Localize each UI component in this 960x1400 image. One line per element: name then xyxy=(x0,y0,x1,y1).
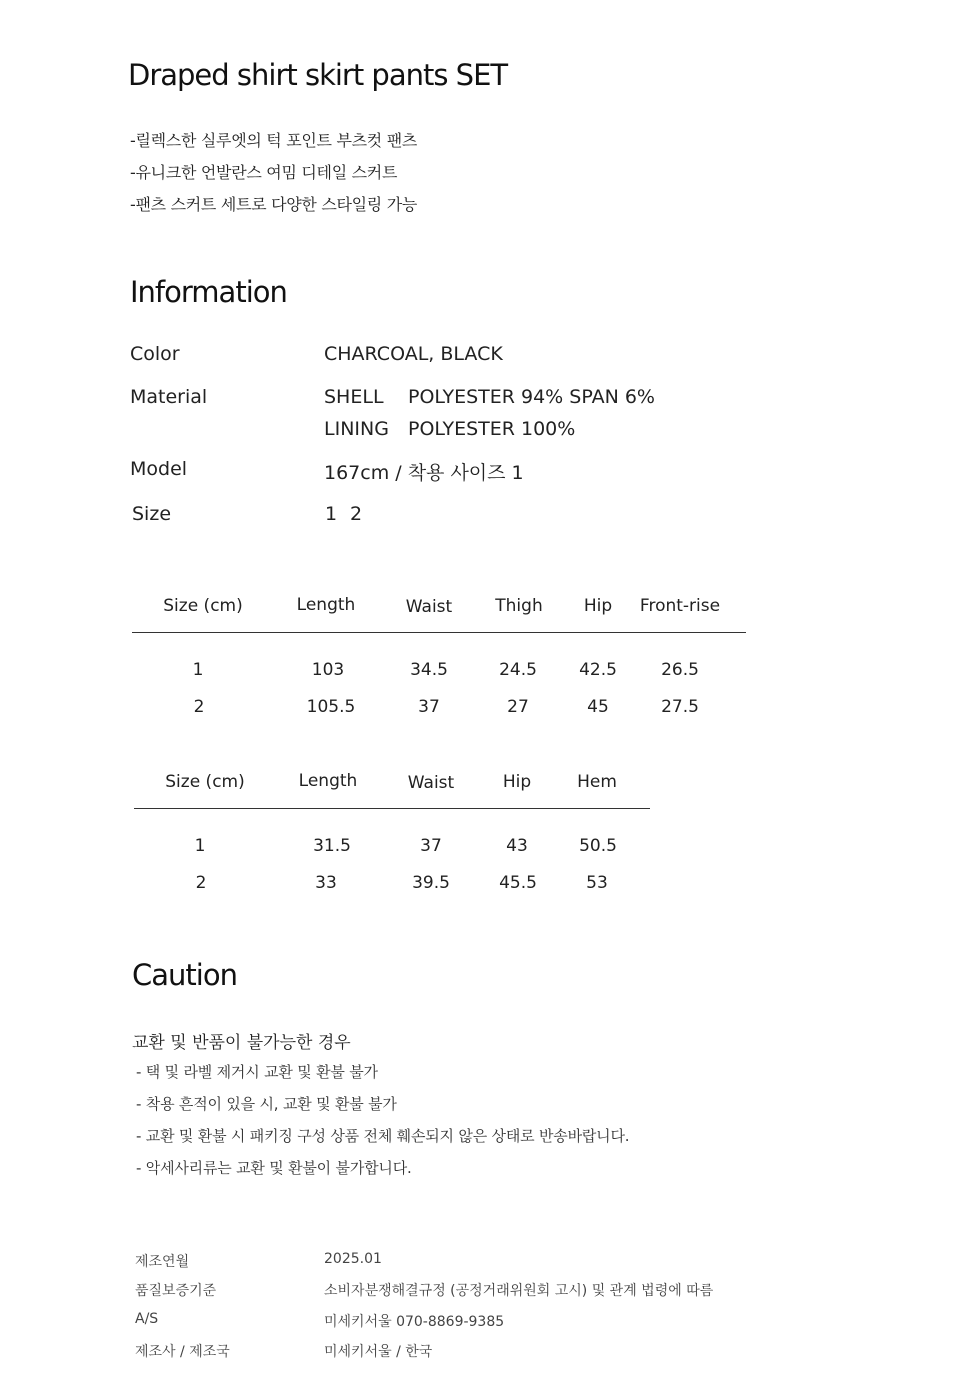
table-cell: 24.5 xyxy=(499,660,537,680)
table-cell: 27.5 xyxy=(661,697,699,717)
table-cell: 42.5 xyxy=(579,660,617,680)
table-cell: 2 xyxy=(195,873,207,893)
table-cell: 45 xyxy=(587,697,609,717)
table-divider xyxy=(132,632,746,633)
table-cell: 43 xyxy=(506,836,528,856)
material-shell-label: SHELL xyxy=(324,386,384,408)
footer-label: 제조연월 xyxy=(135,1254,190,1270)
table-header: Length xyxy=(298,771,358,791)
footer-value: 미세키서울 / 한국 xyxy=(324,1344,433,1360)
material-label: Material xyxy=(130,386,208,408)
size-label: Size xyxy=(132,503,172,525)
table-cell: 39.5 xyxy=(412,873,450,893)
footer-label: A/S xyxy=(135,1311,159,1327)
footer-label: 품질보증기준 xyxy=(135,1283,217,1299)
table-header: Waist xyxy=(405,597,453,617)
table-cell: 27 xyxy=(507,697,529,717)
footer-value: 2025.01 xyxy=(324,1251,382,1267)
table-header: Hip xyxy=(583,596,613,616)
table-cell: 53 xyxy=(586,873,608,893)
description-line: -팬츠 스커트 세트로 다양한 스타일링 가능 xyxy=(130,195,418,214)
table-header: Size (cm) xyxy=(165,772,245,792)
table-cell: 31.5 xyxy=(313,836,351,856)
table-header: Waist xyxy=(407,773,455,793)
table-header: Thigh xyxy=(495,596,543,616)
size-option-1: 1 xyxy=(325,503,338,525)
table-header: Front-rise xyxy=(639,596,721,616)
table-cell: 33 xyxy=(315,873,337,893)
description-line: -유니크한 언발란스 여밈 디테일 스커트 xyxy=(130,163,398,182)
description-line: -릴렉스한 실루엣의 턱 포인트 부츠컷 팬츠 xyxy=(130,131,418,150)
table-cell: 2 xyxy=(193,697,205,717)
material-lining-label: LINING xyxy=(324,418,389,440)
product-title: Draped shirt skirt pants SET xyxy=(128,58,508,92)
table-cell: 105.5 xyxy=(306,697,356,717)
table-cell: 1 xyxy=(192,660,204,680)
table-cell: 50.5 xyxy=(579,836,617,856)
material-lining-value: POLYESTER 100% xyxy=(408,418,576,440)
table-header: Hip xyxy=(502,772,532,792)
table-header: Size (cm) xyxy=(163,596,243,616)
caution-item: - 택 및 라벨 제거시 교환 및 환불 불가 xyxy=(136,1063,378,1081)
table-cell: 103 xyxy=(311,660,345,680)
model-value: 167cm / 착용 사이즈 1 xyxy=(324,462,524,484)
caution-item: - 교환 및 환불 시 패키징 구성 상품 전체 훼손되지 않은 상태로 반송바랍니다. xyxy=(136,1127,630,1145)
footer-value: 소비자분쟁해결규정 (공정거래위원회 고시) 및 관계 법령에 따름 xyxy=(324,1283,714,1299)
table-cell: 34.5 xyxy=(410,660,448,680)
caution-item: - 착용 흔적이 있을 시, 교환 및 환불 불가 xyxy=(136,1095,397,1113)
caution-item: - 악세사리류는 교환 및 환불이 불가합니다. xyxy=(136,1159,412,1177)
model-label: Model xyxy=(130,458,188,480)
caution-heading: Caution xyxy=(132,958,237,992)
table-cell: 26.5 xyxy=(661,660,699,680)
table-header: Length xyxy=(296,595,356,615)
size-option-2: 2 xyxy=(350,503,363,525)
table-cell: 37 xyxy=(420,836,442,856)
table-divider xyxy=(134,808,650,809)
color-value: CHARCOAL, BLACK xyxy=(324,343,503,365)
footer-label: 제조사 / 제조국 xyxy=(135,1344,230,1360)
table-cell: 1 xyxy=(194,836,206,856)
footer-value: 미세키서울 070-8869-9385 xyxy=(324,1314,505,1330)
table-cell: 37 xyxy=(418,697,440,717)
color-label: Color xyxy=(130,343,180,365)
table-header: Hem xyxy=(577,772,617,792)
material-shell-value: POLYESTER 94% SPAN 6% xyxy=(408,386,655,408)
table-cell: 45.5 xyxy=(499,873,537,893)
information-heading: Information xyxy=(130,275,287,309)
caution-subheading: 교환 및 반품이 불가능한 경우 xyxy=(132,1033,351,1053)
